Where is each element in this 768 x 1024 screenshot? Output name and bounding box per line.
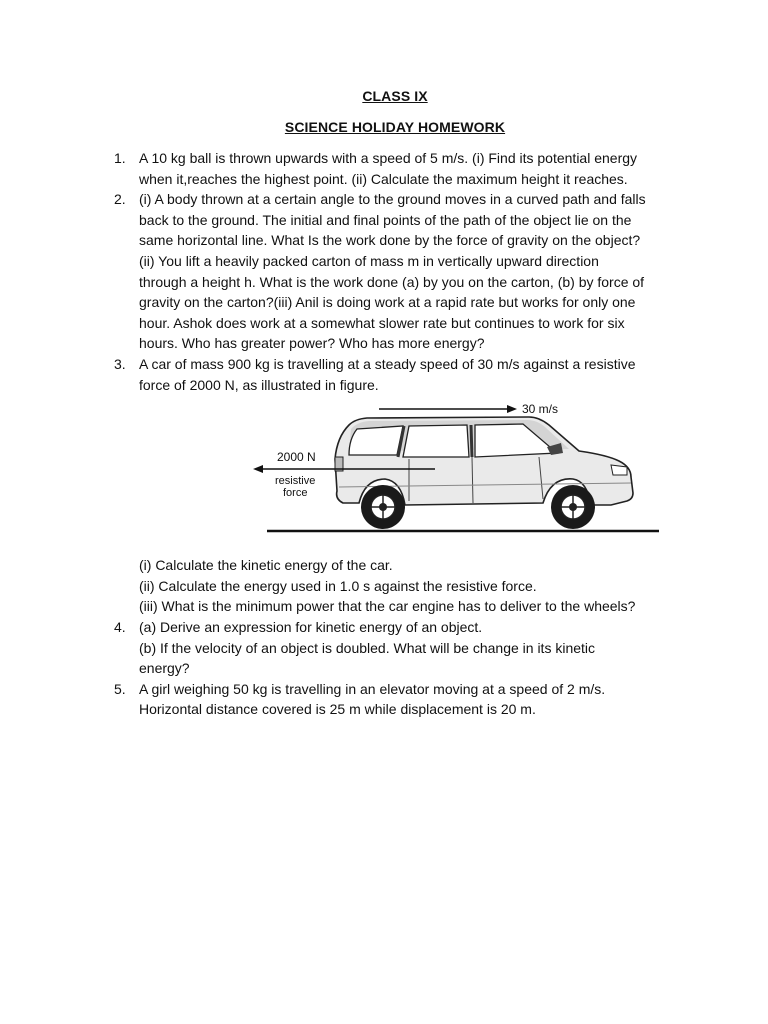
car-pillar [471, 425, 472, 457]
question-4 [114, 617, 684, 679]
question-5 [114, 679, 684, 720]
car-headlight [611, 465, 627, 475]
question-text-line: same horizontal line. What Is the work done by the force of gravity on the object? [139, 232, 641, 249]
question-number: 1. [114, 150, 126, 166]
question-text-line: energy? [139, 660, 190, 677]
question-text-line: gravity on the carton?(iii) Anil is doing work at a rapid rate but works for only one [139, 294, 636, 311]
car-figure [239, 395, 659, 555]
sub-question-line: (ii) Calculate the energy used in 1.0 s against the resistive force. [139, 577, 537, 594]
question-text-line: force of 2000 N, as illustrated in figure. [139, 376, 379, 393]
question-text-line: A girl weighing 50 kg is travelling in an elevator moving at a speed of 2 m/s. [139, 680, 606, 697]
question-text-line: through a height h. What is the work done (a) by you on the carton, (b) by force of [139, 273, 645, 290]
car-rear-window [349, 426, 403, 455]
speed-label: 30 m/s [522, 402, 559, 417]
question-text-line: (a) Derive an expression for kinetic energy of an object. [139, 618, 483, 635]
force-desc-line-1: resistive [275, 475, 316, 488]
question-number: 2. [114, 191, 126, 208]
question-text-line: (ii) You lift a heavily packed carton of mass m in vertically upward direction [139, 252, 599, 269]
sub-question-line: (iii) What is the minimum power that the car engine has to deliver to the wheels? [139, 598, 636, 615]
question-3 [114, 354, 684, 617]
question-list [114, 148, 684, 720]
class-title: CLASS IX [362, 88, 428, 104]
question-text-line: A car of mass 900 kg is travelling at a steady speed of 30 m/s against a resistive [139, 355, 636, 372]
question-text-line: when it,reaches the highest point. (ii) Calculate the maximum height it reaches. [139, 170, 628, 187]
question-text-line: back to the ground. The initial and final points of the path of the object lie on the [139, 211, 632, 228]
question-text-line: (i) A body thrown at a certain angle to the ground moves in a curved path and falls [139, 191, 646, 208]
question-number: 5. [114, 680, 126, 697]
question-text-line: hour. Ashok does work at a somewhat slower rate but continues to work for six [139, 314, 625, 331]
question-text-line: hours. Who has greater power? Who has more energy? [139, 335, 485, 352]
car-middle-window [403, 425, 469, 457]
sub-question-line: (i) Calculate the kinetic energy of the car. [139, 557, 393, 574]
force-arrow-head [253, 465, 263, 473]
force-label: 2000 N [277, 450, 316, 465]
speed-arrow-head [507, 405, 517, 413]
question-text-line: (b) If the velocity of an object is doubled. What will be change in its kinetic [139, 639, 596, 656]
homework-title: SCIENCE HOLIDAY HOMEWORK [284, 119, 506, 135]
car-diagram [239, 395, 659, 555]
question-1 [114, 148, 684, 189]
force-desc-line-2: force [283, 487, 308, 500]
question-text-line: Horizontal distance covered is 25 m while displacement is 20 m. [139, 701, 536, 718]
question-text-line: A 10 kg ball is thrown upwards with a speed of 5 m/s. (i) Find its potential energy [139, 150, 638, 166]
question-2 [114, 189, 684, 354]
question-number: 3. [114, 355, 126, 372]
question-number: 4. [114, 618, 126, 635]
